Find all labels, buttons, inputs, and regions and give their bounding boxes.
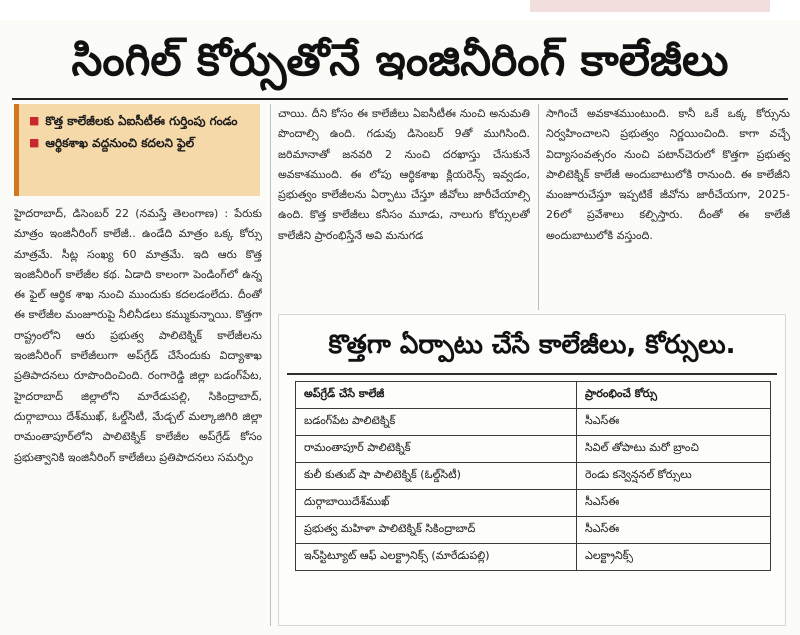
article-column-3: సాగించే అవకాశముంటుంది. కానీ ఒకే ఒక్క కోర్సును నిర్వహించాలని ప్రభుత్వం నిర్ణయించింది. కాగా వచ్చే విద్యాసంవత్సరం నుంచి పటాన్‌చెరులో కొత్తగా ప్రభుత్వ పాలిటెక్నిక్ కాలేజీ అందుబాటులోకి రానుంది. ఈ కాలేజీని మంజూరుచేస్తూ ఇప్పటికే జీవోను జారీచేయగా, 2025-26లో ప్రవేశాలు కల్పిస్తారు. దీంతో ఈ కాలేజీ అందుబాటులోకి వస్తుంది. (546, 107, 790, 242)
highlight-text: కొత్త కాలేజీలకు ఏఐసీటీఈ గుర్తింపు గండం (45, 114, 238, 128)
college-cell: కులీ కుతుబ్ షా పాలిటెక్నిక్ (ఓల్డ్‌సిటీ) (296, 463, 577, 490)
table-header-row (296, 382, 771, 409)
course-cell: సివిల్ తోపాటు మరో బ్రాంచి (577, 436, 771, 463)
highlight-text: ఆర్థికశాఖ వద్దనుంచి కదలని ఫైల్ (45, 136, 195, 150)
course-cell: రెండు కన్వెన్షనల్ కోర్సులు (577, 463, 771, 490)
table-row (296, 409, 771, 436)
table-title: కొత్తగా ఏర్పాటు చేసే కాలేజీలు, కోర్సులు. (328, 330, 736, 360)
course-cell: సీఎస్‌ఈ (577, 409, 771, 436)
table-row (296, 436, 771, 463)
course-cell: సీఎస్‌ఈ (577, 517, 771, 544)
college-cell: ఇన్‌స్టిట్యూట్ ఆఫ్ ఎలక్ట్రానిక్స్ (మారేడుపల్లి) (296, 544, 577, 571)
bullet-icon: ■ (29, 136, 40, 149)
colleges-table (295, 381, 771, 571)
table-title-rule (287, 373, 777, 375)
article-column-1: హైదరాబాద్, డిసెంబర్ 22 (నమస్తే తెలంగాణ) : పేరుకు మాత్రం ఇంజినీరింగ్ కాలేజీ.. ఉండేది మాత్రం ఒక్క కోర్సు మాత్రమే. సీట్ల సంఖ్య 60 మాత్రమే. ఇది ఆరు కొత్త ఇంజినీరింగ్ కాలేజీల కథ. ఏడాది కాలంగా పెండింగ్‌లో ఉన్న ఈ ఫైల్ ఆర్థిక శాఖ నుంచి ముందుకు కదలడంలేదు. దీంతో ఈ కాలేజీల మంజూరుపై నీలినీడలు కమ్ముకున్నాయి. కొత్తగా రాష్ట్రంలోని ఆరు ప్రభుత్వ పాలిటెక్నిక్ కాలేజీలను ఇంజినీరింగ్ కాలేజీలుగా అప్‌గ్రేడ్ చేసేందుకు విద్యాశాఖ ప్రతిపాదనలు రూపొందించింది. రంగారెడ్డి జిల్లా బడంగ్‌పేట, హైదరాబాద్ జిల్లాలోని మారేడుపల్లి, సికింద్రాబాద్, దుర్గాబాయి దేశ్‌ముఖ్, ఓల్డ్‌సిటీ, మేడ్చల్ మల్కాజిగిరి జిల్లా రామంతాపూర్‌లోని పాలిటెక్నిక్ కాలేజీల అప్‌గ్రేడ్ కోసం ప్రభుత్వానికి ఇంజినీరింగ్ కాలేజీలు ప్రతిపాదనలు సమర్పిం (14, 207, 262, 464)
bullet-icon: ■ (29, 114, 40, 127)
table-row (296, 517, 771, 544)
college-cell: రామంతాపూర్ పాలిటెక్నిక్ (296, 436, 577, 463)
header-course: ప్రారంభించే కోర్సు (577, 382, 771, 409)
table-row (296, 544, 771, 571)
table-row (296, 463, 771, 490)
college-cell: దుర్గాబాయిదేశ్‌ముఖ్ (296, 490, 577, 517)
column-divider (270, 104, 271, 626)
highlights-box (14, 104, 260, 196)
headline-rule (12, 98, 788, 100)
college-cell: ప్రభుత్వ మహిళా పాలిటెక్నిక్ సికింద్రాబాద్ (296, 517, 577, 544)
top-banner-fragment (530, 0, 770, 12)
header-college: అప్‌గ్రేడ్ చేసే కాలేజీ (296, 382, 577, 409)
headline: సింగిల్ కోర్సుతోనే ఇంజినీరింగ్ కాలేజీలు (71, 35, 729, 86)
colleges-table-box (278, 314, 786, 626)
college-cell: బడంగ్‌పేట పాలిటెక్నిక్ (296, 409, 577, 436)
course-cell: ఎలక్ట్రానిక్స్ (577, 544, 771, 571)
article-column-2: చాయి. దీని కోసం ఈ కాలేజీలు ఏఐసీటీఈ నుంచి అనుమతి పొందాల్సి ఉంది. గడువు డిసెంబర్ 9తో ముగిసింది. జరిమానాతో జనవరి 2 నుంచి దరఖాస్తు చేసుకునే అవకాశముంది. ఈ లోపు ఆర్థికశాఖ క్లియరెన్స్ ఇవ్వడం, ప్రభుత్వం కాలేజీలను ఏర్పాటు చేస్తూ జీవోలు జారీచేయాల్సి ఉంది. కొత్త కాలేజీలు కనీసం మూడు, నాలుగు కోర్సులతో కాలేజీని ప్రారంభిస్తేనే అవి మనుగడ (278, 107, 530, 242)
table-row (296, 490, 771, 517)
highlight-item (29, 134, 254, 152)
column-divider (538, 104, 539, 310)
course-cell: సీఎస్‌ఈ (577, 490, 771, 517)
highlight-item (29, 112, 254, 130)
